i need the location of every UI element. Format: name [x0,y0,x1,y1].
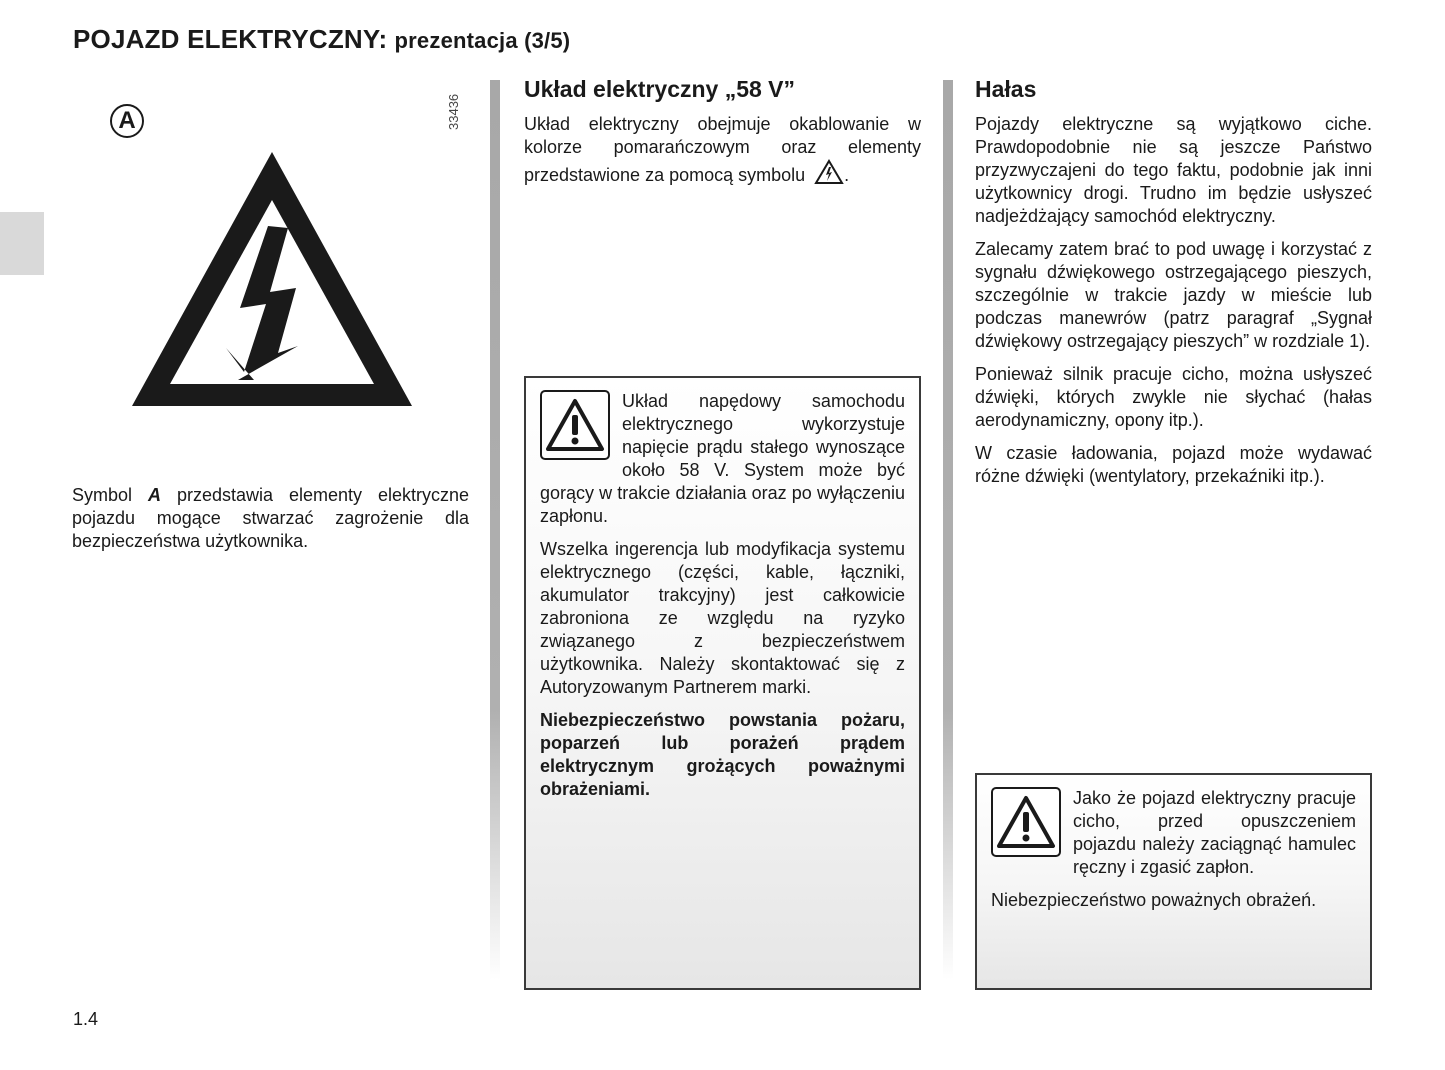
column-divider-middle [490,80,500,980]
chapter-tab [0,212,44,275]
electrical-intro: Układ elektryczny obejmuje okablowanie w kolorze pomarańczowym oraz elementy przedstawione za pomocą symbolu . [524,114,921,185]
noise-text [975,113,1372,488]
section-heading-electrical: Układ elektryczny „58 V” [524,76,796,102]
warning-box-voltage [524,376,921,990]
warning-box-handbrake [975,773,1372,990]
figure-label-badge [110,104,144,138]
noise-paragraph-3: Ponieważ silnik pracuje cicho, można usłyszeć dźwięki, których zwykle nie słychać (hałas aerodynamiczny, opony itp.). [975,364,1372,430]
section-heading-noise: Hałas [975,76,1037,102]
caption-symbol: A [147,485,161,505]
column-divider-right [943,80,953,980]
figure-reference-number: 33436 [446,93,461,130]
high-voltage-warning-icon [128,148,416,410]
middle-column [524,76,921,187]
page-title [73,24,570,55]
warning-handbrake-text: Jako że pojazd elektryczny pracuje cicho, przed opuszczeniem pojazdu należy zaciągnąć hamulec ręczny i zgasić zapłon. [1073,788,1356,877]
page-title-main: POJAZD ELEKTRYCZNY: [73,24,388,54]
warning-modification-text: Wszelka ingerencja lub modyfikacja systemu elektrycznego (części, kable, łączniki, akumulator trakcyjny) jest całkowicie zabroniona ze względu na ryzyko związanego z bezpieczeństwem użytkownika. Należy skontaktować się z Autoryzowanym Partnerem marki. [540,539,905,697]
noise-paragraph-4: W czasie ładowania, pojazd może wydawać różne dźwięki (wentylatory, przekaźniki itp.). [975,443,1372,486]
warning-triangle-icon [991,787,1061,857]
warning-danger-text: Niebezpieczeństwo powstania pożaru, poparzeń lub porażeń prądem elektrycznym grożących poważnymi obrażeniami. [540,710,905,799]
warning-injury-text: Niebezpieczeństwo poważnych obrażeń. [991,890,1317,910]
right-column [975,76,1372,498]
page-number: 1.4 [73,1009,99,1029]
warning-voltage-text: Układ napędowy samochodu elektrycznego wykorzystuje napięcie prądu stałego wynoszące około 58 V. System może być gorący w trakcie działania oraz po wyłączeniu zapłonu. [540,391,905,526]
figure-label: A [118,107,136,134]
figure-caption: Symbol A przedstawia elementy elektryczne pojazdu mogące stwarzać zagrożenie dla bezpieczeństwa użytkownika. [72,485,469,551]
warning-triangle-icon [540,390,610,460]
noise-paragraph-2: Zalecamy zatem brać to pod uwagę i korzystać z sygnału dźwiękowego ostrzegającego pieszych, szczególnie w trakcie jazdy w mieście lub podczas manewrów (patrz paragraf „Sygnał dźwiękowy ostrzegający pieszych” w rozdziale 1). [975,239,1372,351]
page-title-sub: prezentacja (3/5) [394,28,571,53]
small-warning-icon [814,159,844,185]
noise-paragraph-1: Pojazdy elektryczne są wyjątkowo ciche. Prawdopodobnie nie są jeszcze Państwo przyzwyczajeni do tego faktu, podobnie jak inni użytkownicy drogi. Trudno im będzie usłyszeć nadjeżdżający samochód elektryczny. [975,114,1372,226]
